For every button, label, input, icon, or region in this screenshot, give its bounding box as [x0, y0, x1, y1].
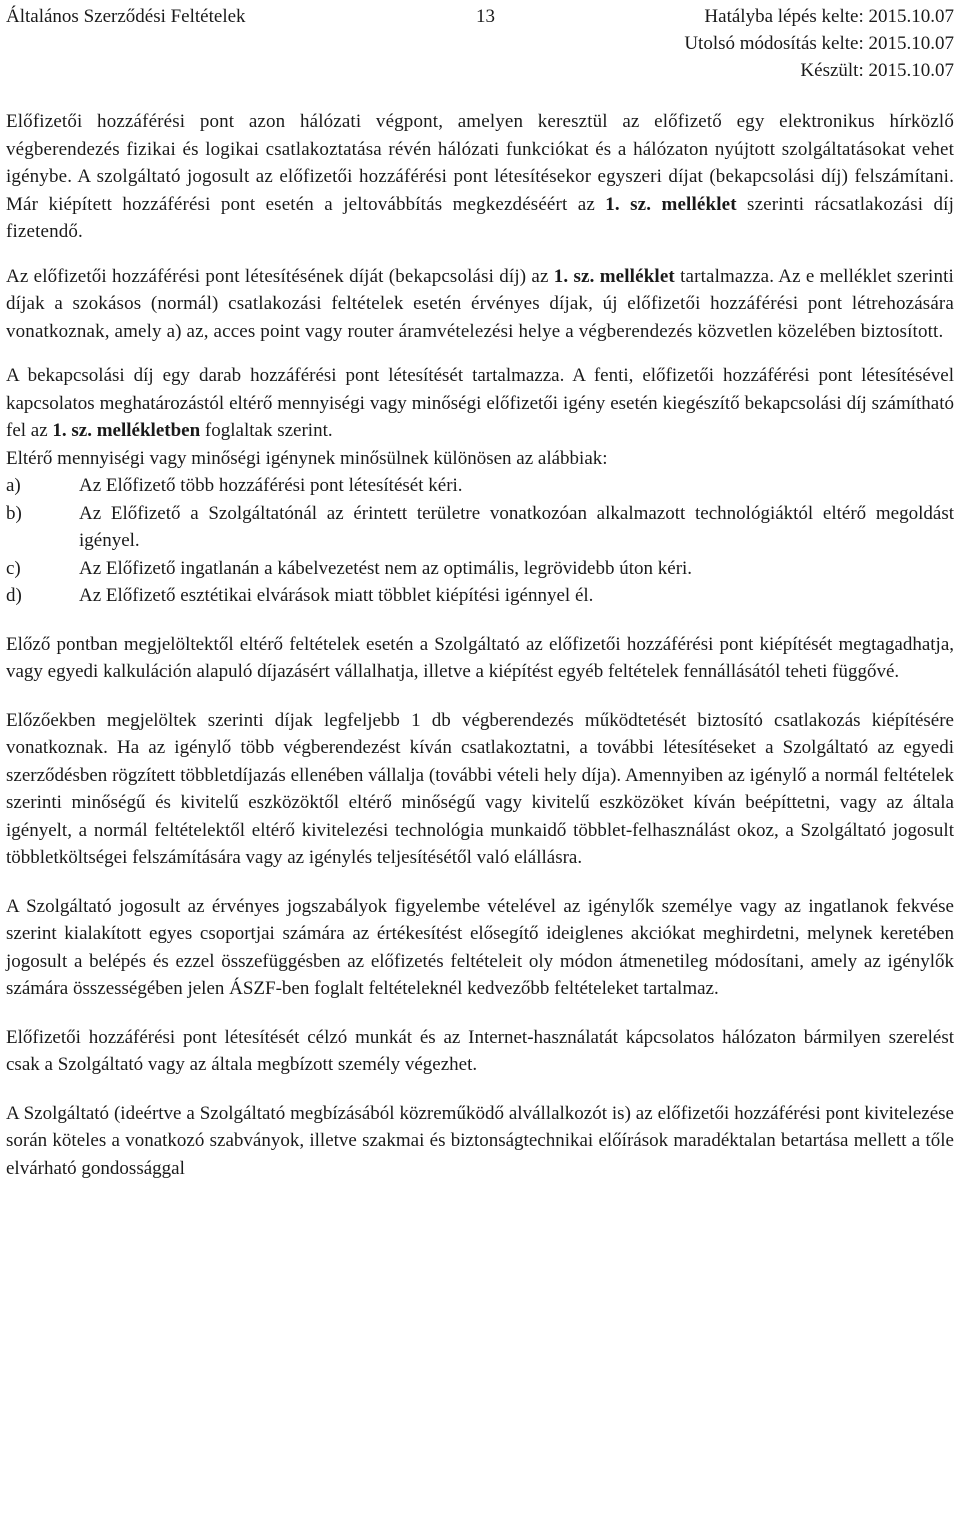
document-body [6, 108, 954, 1182]
paragraph-access-point-definition [6, 108, 954, 246]
document-title: Általános Szerződési Feltételek [6, 6, 246, 27]
list-item-text: Az Előfizető több hozzáférési pont létesítését kéri. [79, 475, 463, 496]
list-item [6, 582, 954, 610]
effective-date: Hatályba lépés kelte: 2015.10.07 [704, 6, 954, 27]
page-header [6, 0, 954, 108]
bold-annex-reference: 1. sz. melléklet [553, 265, 675, 287]
paragraph-promotions: A Szolgáltató jogosult az érvényes jogszabályok figyelembe vételével az igénylők személye vagy az ingatlanok fekvése szerint kialakított egyes csoportjai számára az értékesítést elősegítő ideiglenes akciókat meghirdetni, melynek keretében jogosult a belépés és ezzel összefüggésben az előfizetés feltételeit oly módon átmenetileg módosítani, amely az igénylők számára összességében jelen ÁSZF-ben foglalt feltételeknél kedvezőbb feltételeket tartalmaz. [6, 895, 954, 999]
paragraph-refusal-conditions: Előző pontban megjelöltektől eltérő feltételek esetén a Szolgáltató az előfizetői hozzáférési pont kiépítését megtagadhatja, vagy egyedi kalkuláción alapuló díjazásért vállalhatja, illetve a kiépítést egyéb feltételek fennállásától teheti függővé. [6, 633, 954, 682]
list-item-text: Az Előfizető ingatlanán a kábelvezetést nem az optimális, legrövidebb úton kéri. [79, 557, 693, 579]
list-item [6, 555, 954, 583]
header-dates [684, 3, 954, 84]
paragraph-text-tail: szerinti rácsatlakozási díj fizetendő. [6, 193, 955, 242]
paragraph-installation-work: Előfizetői hozzáférési pont létesítését célzó munkát és az Internet-használatát kápcsolatos hálózaton bármilyen szerelést csak a Szolgáltató vagy az általa megbízott személy végezhet. [6, 1026, 954, 1075]
paragraph-text: Az előfizetői hozzáférési pont létesítésének díját (bekapcsolási díj) az [6, 265, 554, 287]
list-item-label: a) [6, 475, 21, 496]
paragraph-contractor-obligations: A Szolgáltató (ideértve a Szolgáltató megbízásából közreműködő alvállalkozót is) az előfizetői hozzáférési pont kivitelezése során köteles a vonatkozó szabványok, illetve szakmai és biztonságtechnikai előírások maradéktalan betartása mellett a tőle elvárható gondossággal [6, 1102, 954, 1179]
list-item-label: c) [6, 557, 21, 579]
paragraph-text-tail: tartalmazza. Az e melléklet szerinti díjak a szokásos (normál) csatlakozási feltételek esetén érvényes díjak, új előfizetői hozzáférési pont létrehozására vonatkoznak, amely a) az, acces point vagy router áramvételezési helye a végberendezés közvetlen közelében biztosított. [6, 265, 954, 342]
requirements-list [6, 472, 954, 610]
list-item [6, 472, 954, 500]
list-item-text: Az Előfizető a Szolgáltatónál az érintett területre vonatkozóan alkalmazott technológiáktól eltérő megoldást igényel. [79, 502, 954, 551]
bold-annex-reference: 1. sz. mellékletben [52, 420, 201, 441]
modified-date: Utolsó módosítás kelte: 2015.10.07 [684, 33, 954, 54]
list-intro: Eltérő mennyiségi vagy minőségi igénynek minősülnek különösen az alábbiak: [6, 447, 608, 469]
document-page [6, 0, 954, 1182]
paragraph-additional-fee [6, 362, 954, 445]
list-item [6, 500, 954, 555]
paragraph-text-tail: foglaltak szerint. [200, 420, 333, 441]
list-item-label: b) [6, 502, 22, 524]
list-item-label: d) [6, 585, 22, 606]
paragraph-multiple-devices: Előzőekben megjelöltek szerinti díjak legfeljebb 1 db végberendezés működtetését biztosító csatlakozás kiépítésére vonatkoznak. Ha az igénylő több végberendezést kíván csatlakoztatni, a további létesítéseket a Szolgáltató az egyedi szerződésben rögzített többletdíjazás ellenében vállalja (további vételi hely díja). Amennyiben az igénylő a normál feltételek szerinti minőségű és kivitelű eszközöktől eltérő minőségű vagy kivitelű eszközöket kíván beépíttetni, vagy az általa igényelt, a normál feltételektől eltérő kivitelezési technológia munkaidő többlet-felhasználást okoz, a Szolgáltató jogosult többletköltségei felszámítására vagy az igénylés teljesítésétől való elállásra. [6, 709, 954, 868]
paragraph-text: Előfizetői hozzáférési pont azon hálózati végpont, amelyen keresztül az előfizető egy elektronikus hírközlő végberendezés fizikai és logikai csatlakoztatása révén hálózati funkciókat és a hálózaton nyújtott szolgáltatásokat vehet igénybe. A szolgáltató jogosult az előfizetői hozzáférési pont létesítésekor egyszeri díjat (bekapcsolási díj) felszámítani. Már kiépített hozzáférési pont esetén a jeltovábbítás megkezdéséért az [6, 111, 954, 215]
created-date: Készült: 2015.10.07 [800, 60, 954, 81]
bold-annex-reference: 1. sz. melléklet [605, 193, 737, 215]
page-number: 13 [476, 6, 495, 27]
list-item-text: Az Előfizető esztétikai elvárások miatt többlet kiépítési igénnyel él. [79, 585, 594, 606]
paragraph-text: A bekapcsolási díj egy darab hozzáférési pont létesítését tartalmazza. A fenti, előfizetői hozzáférési pont létesítésével kapcsolatos meghatározástól eltérő mennyiségi vagy minőségi előfizetői igény esetén kiegészítő bekapcsolási díj számítható fel az [6, 365, 954, 441]
paragraph-connection-fee [6, 263, 954, 346]
